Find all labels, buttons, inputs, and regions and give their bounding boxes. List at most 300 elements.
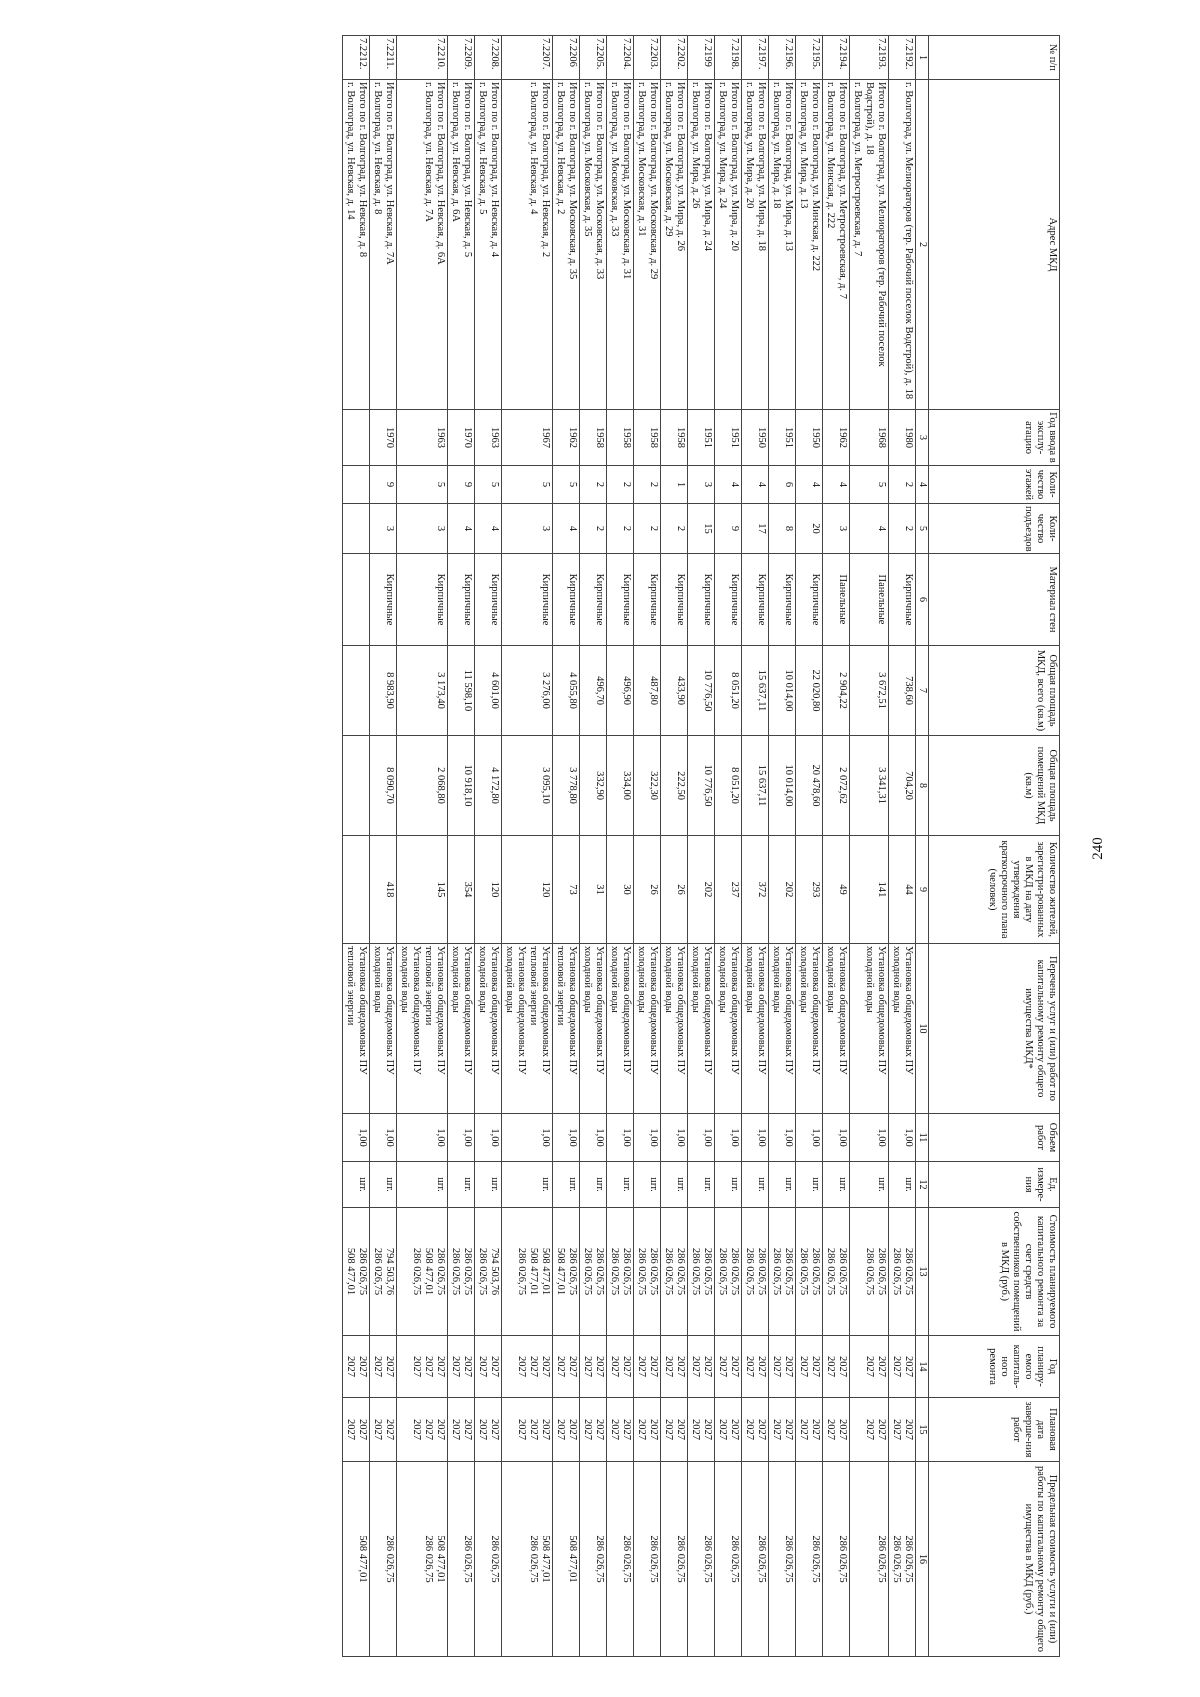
- planned-year: [688, 1336, 715, 1398]
- work-list: [796, 944, 823, 1114]
- wall-material: Кирпичные: [397, 554, 448, 646]
- row-number: 7.2196.: [769, 36, 796, 80]
- rooms-area: 2 068,80: [397, 736, 448, 836]
- address-line: Итого по г. Волгоград, ул. Невская, д. 8: [357, 82, 368, 258]
- entrances-count: 17: [742, 504, 769, 554]
- residents-count: 120: [502, 836, 553, 944]
- floors-count: 4: [823, 466, 850, 504]
- column-header: Ед. измере-ния: [929, 1162, 1060, 1208]
- repair-cost-value: 286 026,75: [864, 1247, 875, 1296]
- repair-cost-value: 286 026,75: [477, 1247, 488, 1296]
- end-date-value: 2027: [729, 1419, 740, 1440]
- table-header-row: [929, 36, 1060, 1657]
- repair-cost-value: 286 026,75: [903, 1247, 914, 1296]
- work-item: Установка общедомовых ПУ холодной воды: [450, 946, 473, 1075]
- repair-cost: [742, 1208, 769, 1336]
- end-date-value: 2027: [663, 1419, 674, 1440]
- limit-cost: [742, 1462, 769, 1657]
- row-number: 7.2205.: [580, 36, 607, 80]
- work-volume: 1,00: [715, 1114, 742, 1162]
- column-number: 15: [916, 1398, 929, 1462]
- limit-cost: [502, 1462, 553, 1657]
- repair-cost-value: 286 026,75: [702, 1247, 713, 1296]
- limit-cost: [796, 1462, 823, 1657]
- address-line: Итого по г. Волгоград, ул. Московская, д. 31: [621, 82, 632, 280]
- repair-cost-value: 508 477,01: [555, 1247, 566, 1296]
- work-item: Установка общедомовых ПУ холодной воды: [864, 946, 887, 1075]
- end-date-value: 2027: [756, 1419, 767, 1440]
- work-list: [553, 944, 580, 1114]
- address-line: Итого по г. Волгоград, ул. Московская, д. 33: [594, 82, 605, 280]
- repair-cost: [889, 1208, 916, 1336]
- end-date-value: 2027: [621, 1419, 632, 1440]
- limit-cost-value: 286 026,75: [423, 1535, 434, 1583]
- limit-cost-value: 286 026,75: [489, 1535, 500, 1583]
- address-line: Итого по г. Волгоград, ул. Мира, д. 13: [783, 82, 794, 252]
- end-date: [715, 1398, 742, 1462]
- floors-count: 9: [370, 466, 397, 504]
- entrances-count: 9: [715, 504, 742, 554]
- wall-material: Кирпичные: [688, 554, 715, 646]
- planned-year-value: 2027: [462, 1356, 473, 1377]
- end-date-value: 2027: [555, 1419, 566, 1440]
- planned-year-value: 2027: [411, 1356, 422, 1377]
- planned-year-value: 2027: [744, 1356, 755, 1377]
- limit-cost: [769, 1462, 796, 1657]
- work-item: Установка общедомовых ПУ холодной воды: [825, 946, 848, 1075]
- planned-year-value: 2027: [555, 1356, 566, 1377]
- planned-year-value: 2027: [384, 1356, 395, 1377]
- unit: шт.: [769, 1162, 796, 1208]
- residents-count: 418: [370, 836, 397, 944]
- column-header: Коли-чество этажей: [929, 466, 1060, 504]
- repair-cost: [448, 1208, 475, 1336]
- address-line: Итого по г. Волгоград, ул. Невская, д. 5: [462, 82, 473, 258]
- end-date: [823, 1398, 850, 1462]
- limit-cost: [370, 1462, 397, 1657]
- end-date: [850, 1398, 889, 1462]
- table-row: [502, 36, 553, 1657]
- repair-cost: [688, 1208, 715, 1336]
- work-item: Установка общедомовых ПУ холодной воды: [690, 946, 713, 1075]
- planned-year-value: 2027: [582, 1356, 593, 1377]
- column-number: 12: [916, 1162, 929, 1208]
- address-line: Итого по г. Волгоград, ул. Московская, д. 35: [567, 82, 578, 280]
- planned-year-value: 2027: [891, 1356, 902, 1377]
- address-cell: [661, 80, 688, 410]
- work-item: Установка общедомовых ПУ холодной воды: [663, 946, 686, 1075]
- rooms-area: 334,00: [607, 736, 634, 836]
- end-date-value: 2027: [837, 1419, 848, 1440]
- year-built: 1958: [661, 410, 688, 466]
- limit-cost-value: 286 026,75: [810, 1535, 821, 1583]
- total-area: [343, 646, 370, 736]
- repair-cost: [796, 1208, 823, 1336]
- repair-cost: [607, 1208, 634, 1336]
- planned-year-value: 2027: [528, 1356, 539, 1377]
- table-row: [742, 36, 769, 1657]
- table-row: [475, 36, 502, 1657]
- row-number: 7.2203.: [634, 36, 661, 80]
- table-row: [661, 36, 688, 1657]
- column-header: Объем работ: [929, 1114, 1060, 1162]
- end-date-value: 2027: [771, 1419, 782, 1440]
- table-row: [796, 36, 823, 1657]
- work-item: Установка общедомовых ПУ холодной воды: [372, 946, 395, 1075]
- repair-cost-value: 286 026,75: [756, 1247, 767, 1296]
- address-line: Итого по г. Волгоград, ул. Минская, д. 222: [810, 82, 821, 272]
- address-line: г. Волгоград, ул. Московская, д. 35: [582, 82, 593, 237]
- total-area: 738,60: [889, 646, 916, 736]
- limit-cost-value: 508 477,01: [567, 1535, 578, 1583]
- address-line: г. Волгоград, ул. Невская, д. 6А: [450, 82, 461, 223]
- table-row: [343, 36, 370, 1657]
- limit-cost-value: 286 026,75: [594, 1535, 605, 1583]
- planned-year-value: 2027: [783, 1356, 794, 1377]
- end-date-value: 2027: [450, 1419, 461, 1440]
- column-number: 1: [916, 36, 929, 80]
- unit: шт.: [634, 1162, 661, 1208]
- floors-count: 5: [553, 466, 580, 504]
- floors-count: 2: [634, 466, 661, 504]
- planned-year-value: 2027: [357, 1356, 368, 1377]
- unit: шт.: [397, 1162, 448, 1208]
- repair-cost-value: 286 026,75: [372, 1247, 383, 1296]
- address-line: г. Волгоград, ул. Мира, д. 18: [771, 82, 782, 209]
- limit-cost: [715, 1462, 742, 1657]
- table-row: [634, 36, 661, 1657]
- rooms-area: 8 090,70: [370, 736, 397, 836]
- floors-count: 9: [448, 466, 475, 504]
- floors-count: 4: [715, 466, 742, 504]
- work-volume: 1,00: [661, 1114, 688, 1162]
- address-line: Итого по г. Волгоград, ул. Мира, д. 24: [702, 82, 713, 252]
- planned-year-value: 2027: [594, 1356, 605, 1377]
- limit-cost-value: 286 026,75: [876, 1535, 887, 1583]
- planned-year-value: 2027: [516, 1356, 527, 1377]
- work-list: [769, 944, 796, 1114]
- unit: шт.: [580, 1162, 607, 1208]
- total-area: 3 173,40: [397, 646, 448, 736]
- repair-cost-value: 286 026,75: [891, 1247, 902, 1296]
- table-row: [850, 36, 889, 1657]
- wall-material: Кирпичные: [607, 554, 634, 646]
- planned-year: [850, 1336, 889, 1398]
- row-number: 7.2202.: [661, 36, 688, 80]
- column-header: Коли-чество подъездов: [929, 504, 1060, 554]
- year-built: 1963: [475, 410, 502, 466]
- repair-cost-value: 794 503,76: [384, 1247, 395, 1296]
- repair-cost: [715, 1208, 742, 1336]
- floors-count: [343, 466, 370, 504]
- limit-cost-value: 286 026,75: [384, 1535, 395, 1583]
- floors-count: 5: [502, 466, 553, 504]
- column-header: Общая площадь МКД, всего (кв.м): [929, 646, 1060, 736]
- year-built: 1958: [607, 410, 634, 466]
- end-date-value: 2027: [594, 1419, 605, 1440]
- end-date-value: 2027: [435, 1419, 446, 1440]
- address-cell: [769, 80, 796, 410]
- address-line: Итого по г. Волгоград, ул. Мира, д. 20: [729, 82, 740, 252]
- repair-cost: [634, 1208, 661, 1336]
- planned-year-value: 2027: [423, 1356, 434, 1377]
- row-number: 7.2212.: [343, 36, 370, 80]
- address-line: Итого по г. Волгоград, ул. Невская, д. 2: [540, 82, 551, 258]
- repair-cost-value: 286 026,75: [876, 1247, 887, 1296]
- limit-cost: [889, 1462, 916, 1657]
- work-list: [580, 944, 607, 1114]
- end-date: [742, 1398, 769, 1462]
- planned-year-value: 2027: [435, 1356, 446, 1377]
- repair-cost: [580, 1208, 607, 1336]
- repair-cost-value: 508 477,01: [540, 1247, 551, 1296]
- repair-cost-value: 286 026,75: [462, 1247, 473, 1296]
- residents-count: 49: [823, 836, 850, 944]
- end-date-value: 2027: [540, 1419, 551, 1440]
- planned-year-value: 2027: [702, 1356, 713, 1377]
- repair-cost-value: 286 026,75: [771, 1247, 782, 1296]
- table-row: [448, 36, 475, 1657]
- planned-year: [580, 1336, 607, 1398]
- address-cell: [343, 80, 370, 410]
- column-header: Стоимость планируемого капитального ремонта за счет средств собственников помещений в МКД (руб.): [929, 1208, 1060, 1336]
- work-volume: 1,00: [688, 1114, 715, 1162]
- end-date-value: 2027: [582, 1419, 593, 1440]
- repair-cost-value: 286 026,75: [729, 1247, 740, 1296]
- year-built: 1970: [370, 410, 397, 466]
- repair-cost-value: 286 026,75: [636, 1247, 647, 1296]
- planned-year: [343, 1336, 370, 1398]
- wall-material: Кирпичные: [796, 554, 823, 646]
- column-number: 2: [916, 80, 929, 410]
- table-row: [370, 36, 397, 1657]
- planned-year-value: 2027: [876, 1356, 887, 1377]
- wall-material: Кирпичные: [769, 554, 796, 646]
- planned-year-value: 2027: [663, 1356, 674, 1377]
- planned-year: [448, 1336, 475, 1398]
- work-list: [715, 944, 742, 1114]
- planned-year-value: 2027: [756, 1356, 767, 1377]
- unit: шт.: [370, 1162, 397, 1208]
- end-date-value: 2027: [411, 1419, 422, 1440]
- limit-cost-value: 508 477,01: [540, 1535, 551, 1583]
- table-row: [580, 36, 607, 1657]
- address-line: Итого по г. Волгоград, ул. Московская, д. 29: [648, 82, 659, 280]
- wall-material: Кирпичные: [448, 554, 475, 646]
- floors-count: 6: [769, 466, 796, 504]
- limit-cost-value: 286 026,75: [891, 1535, 902, 1583]
- planned-year-value: 2027: [798, 1356, 809, 1377]
- total-area: 3 672,51: [850, 646, 889, 736]
- address-line: г. Волгоград, ул. Минская, д. 222: [825, 82, 836, 229]
- address-line: Итого по г. Волгоград, ул. Невская, д. 4: [489, 82, 500, 258]
- unit: шт.: [688, 1162, 715, 1208]
- address-line: г. Волгоград, ул. Мира, д. 13: [798, 82, 809, 209]
- planned-year: [889, 1336, 916, 1398]
- year-built: 1951: [715, 410, 742, 466]
- floors-count: 5: [397, 466, 448, 504]
- repair-cost-value: 286 026,75: [837, 1247, 848, 1296]
- unit: шт.: [823, 1162, 850, 1208]
- end-date: [769, 1398, 796, 1462]
- work-list: [343, 944, 370, 1114]
- column-header: Количество жителей, зарегистри-рованных в МКД на дату утверждения краткосрочного плана (человек): [929, 836, 1060, 944]
- work-item: Установка общедомовых ПУ холодной воды: [399, 946, 422, 1075]
- rooms-area: 322,30: [634, 736, 661, 836]
- entrances-count: 4: [475, 504, 502, 554]
- residents-count: 237: [715, 836, 742, 944]
- residents-count: 31: [580, 836, 607, 944]
- floors-count: 1: [661, 466, 688, 504]
- total-area: 496,90: [607, 646, 634, 736]
- end-date-value: 2027: [798, 1419, 809, 1440]
- total-area: 4 055,80: [553, 646, 580, 736]
- limit-cost-value: 286 026,75: [756, 1535, 767, 1583]
- end-date: [688, 1398, 715, 1462]
- work-volume: 1,00: [634, 1114, 661, 1162]
- repair-cost-value: 286 026,75: [744, 1247, 755, 1296]
- row-number: 7.2208.: [475, 36, 502, 80]
- residents-count: 202: [769, 836, 796, 944]
- planned-year-value: 2027: [372, 1356, 383, 1377]
- year-built: 1970: [448, 410, 475, 466]
- row-number: 7.2211.: [370, 36, 397, 80]
- address-line: Итого по г. Волгоград, ул. Метростроевская, д. 7: [837, 82, 848, 299]
- column-header: Год ввода в эксплу-атацию: [929, 410, 1060, 466]
- column-header: Предельная стоимость услуги и (или) работы по капитальному ремонту общего имущества в МКД (руб.): [929, 1462, 1060, 1657]
- rooms-area: 10 776,50: [688, 736, 715, 836]
- row-number: 7.2194.: [823, 36, 850, 80]
- wall-material: Кирпичные: [370, 554, 397, 646]
- column-number: 14: [916, 1336, 929, 1398]
- unit: шт.: [343, 1162, 370, 1208]
- column-number: 3: [916, 410, 929, 466]
- planned-year-value: 2027: [771, 1356, 782, 1377]
- address-cell: [502, 80, 553, 410]
- year-built: 1963: [397, 410, 448, 466]
- rooms-area: 704,20: [889, 736, 916, 836]
- unit: шт.: [502, 1162, 553, 1208]
- limit-cost: [850, 1462, 889, 1657]
- work-volume: 1,00: [607, 1114, 634, 1162]
- end-date: [448, 1398, 475, 1462]
- repair-cost-value: 286 026,75: [825, 1247, 836, 1296]
- planned-year-value: 2027: [450, 1356, 461, 1377]
- repair-cost-value: 286 026,75: [411, 1247, 422, 1296]
- limit-cost-value: 508 477,01: [435, 1535, 446, 1583]
- address-cell: [850, 80, 889, 410]
- wall-material: Кирпичные: [475, 554, 502, 646]
- address-line: г. Волгоград, ул. Мелиораторов (тер. Рабочий поселок Водстрой), д. 18: [903, 82, 914, 400]
- column-number: 11: [916, 1114, 929, 1162]
- repair-cost-value: 286 026,75: [357, 1247, 368, 1296]
- work-list: [370, 944, 397, 1114]
- rooms-area: 10 918,10: [448, 736, 475, 836]
- total-area: 10 776,50: [688, 646, 715, 736]
- work-item: Установка общедомовых ПУ тепловой энергии: [345, 946, 368, 1075]
- end-date: [580, 1398, 607, 1462]
- wall-material: Панельные: [823, 554, 850, 646]
- work-item: Установка общедомовых ПУ холодной воды: [477, 946, 500, 1075]
- planned-year-value: 2027: [903, 1356, 914, 1377]
- year-built: 1962: [823, 410, 850, 466]
- work-list: [850, 944, 889, 1114]
- end-date-value: 2027: [423, 1419, 434, 1440]
- planned-year: [634, 1336, 661, 1398]
- row-number: 7.2204.: [607, 36, 634, 80]
- column-number: 5: [916, 504, 929, 554]
- residents-count: [343, 836, 370, 944]
- work-item: Установка общедомовых ПУ холодной воды: [717, 946, 740, 1075]
- row-number: 7.2197.: [742, 36, 769, 80]
- unit: шт.: [553, 1162, 580, 1208]
- work-volume: 1,00: [580, 1114, 607, 1162]
- wall-material: Кирпичные: [634, 554, 661, 646]
- wall-material: Кирпичные: [553, 554, 580, 646]
- work-volume: 1,00: [742, 1114, 769, 1162]
- limit-cost-value: 286 026,75: [702, 1535, 713, 1583]
- limit-cost: [475, 1462, 502, 1657]
- end-date: [370, 1398, 397, 1462]
- rooms-area: 15 637,11: [742, 736, 769, 836]
- year-built: 1968: [850, 410, 889, 466]
- row-number: 7.2199: [688, 36, 715, 80]
- repair-cost: [823, 1208, 850, 1336]
- repair-cost-value: 286 026,75: [567, 1247, 578, 1296]
- column-header: Адрес МКД: [929, 80, 1060, 410]
- column-number: 16: [916, 1462, 929, 1657]
- repair-cost-value: 286 026,75: [609, 1247, 620, 1296]
- year-built: [343, 410, 370, 466]
- residents-count: 372: [742, 836, 769, 944]
- limit-cost: [607, 1462, 634, 1657]
- planned-year-value: 2027: [864, 1356, 875, 1377]
- planned-year-value: 2027: [540, 1356, 551, 1377]
- rooms-area: 332,90: [580, 736, 607, 836]
- end-date-value: 2027: [825, 1419, 836, 1440]
- total-area: 487,80: [634, 646, 661, 736]
- end-date-value: 2027: [690, 1419, 701, 1440]
- row-number: 7.2198.: [715, 36, 742, 80]
- planned-year-value: 2027: [810, 1356, 821, 1377]
- rooms-area: 3 341,31: [850, 736, 889, 836]
- work-list: [742, 944, 769, 1114]
- unit: шт.: [850, 1162, 889, 1208]
- end-date: [397, 1398, 448, 1462]
- wall-material: Кирпичные: [580, 554, 607, 646]
- year-built: 1950: [742, 410, 769, 466]
- residents-count: 26: [661, 836, 688, 944]
- row-number: 7.2210.: [397, 36, 448, 80]
- end-date: [661, 1398, 688, 1462]
- entrances-count: 4: [553, 504, 580, 554]
- planned-year-value: 2027: [837, 1356, 848, 1377]
- work-item: Установка общедомовых ПУ холодной воды: [504, 946, 527, 1075]
- floors-count: 2: [607, 466, 634, 504]
- address-cell: [634, 80, 661, 410]
- entrances-count: 3: [823, 504, 850, 554]
- work-list: [475, 944, 502, 1114]
- limit-cost: [448, 1462, 475, 1657]
- work-volume: 1,00: [850, 1114, 889, 1162]
- total-area: 3 276,00: [502, 646, 553, 736]
- limit-cost: [823, 1462, 850, 1657]
- work-volume: 1,00: [448, 1114, 475, 1162]
- limit-cost-value: 286 026,75: [903, 1535, 914, 1583]
- work-item: Установка общедомовых ПУ холодной воды: [798, 946, 821, 1075]
- address-cell: [715, 80, 742, 410]
- limit-cost-value: 286 026,75: [528, 1535, 539, 1583]
